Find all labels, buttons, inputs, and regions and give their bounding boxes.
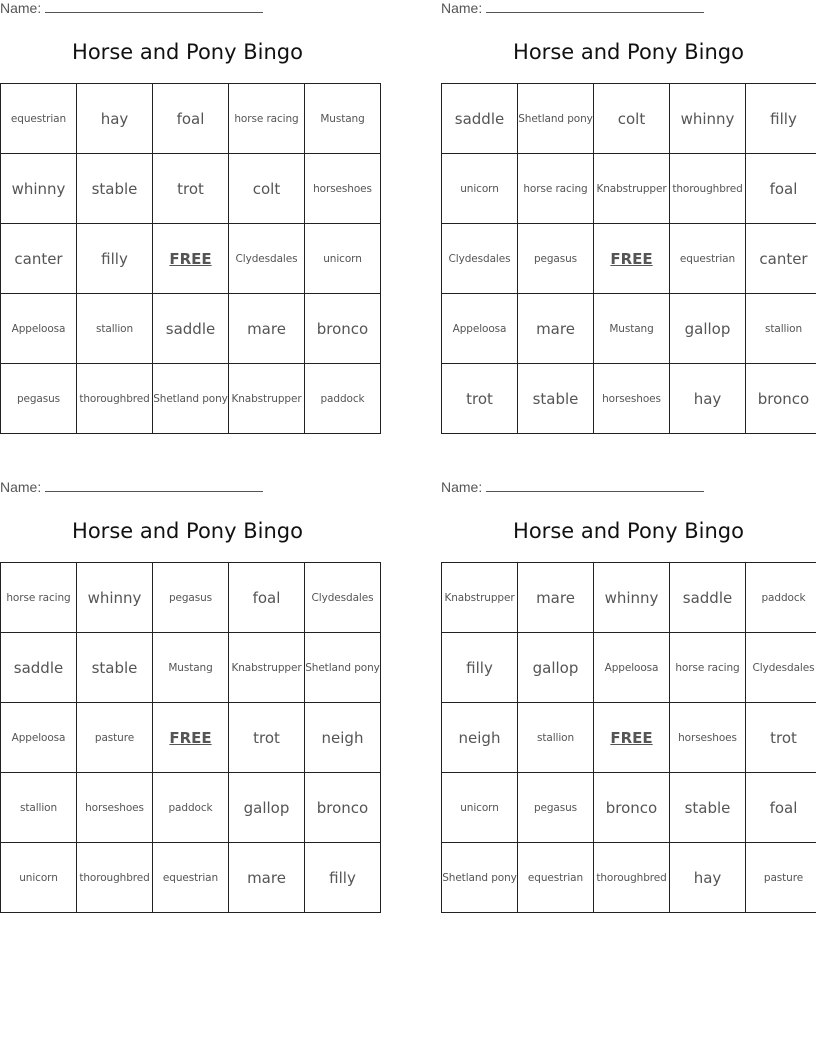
bingo-row [442, 224, 816, 294]
bingo-cell: filly [746, 84, 816, 154]
bingo-row [442, 703, 816, 773]
bingo-cell: stable [670, 773, 746, 843]
bingo-cell: horse racing [1, 563, 77, 633]
bingo-cell: hay [77, 84, 153, 154]
bingo-cell: bronco [305, 294, 381, 364]
bingo-cell: Shetland pony [442, 843, 518, 913]
bingo-cell: Clydesdales [229, 224, 305, 294]
bingo-row [1, 703, 381, 773]
bingo-cell: paddock [305, 364, 381, 434]
bingo-cell: pegasus [1, 364, 77, 434]
bingo-cell: stallion [77, 294, 153, 364]
bingo-cell: horseshoes [594, 364, 670, 434]
bingo-cell: thoroughbred [670, 154, 746, 224]
bingo-cell: horse racing [518, 154, 594, 224]
bingo-cell: mare [229, 843, 305, 913]
bingo-grid [441, 562, 816, 913]
bingo-cell: horse racing [670, 633, 746, 703]
bingo-grid [0, 83, 381, 434]
bingo-cell: colt [594, 84, 670, 154]
name-label: Name: [441, 479, 483, 495]
bingo-cell: horseshoes [305, 154, 381, 224]
bingo-cell: unicorn [1, 843, 77, 913]
card-title: Horse and Pony Bingo [513, 519, 744, 543]
bingo-cell: foal [153, 84, 229, 154]
bingo-cell: canter [746, 224, 816, 294]
name-blank-line [45, 0, 263, 13]
bingo-cell: gallop [518, 633, 594, 703]
bingo-cell: stable [77, 633, 153, 703]
bingo-row [1, 773, 381, 843]
bingo-cell: unicorn [442, 154, 518, 224]
bingo-cell: trot [153, 154, 229, 224]
bingo-cell: colt [229, 154, 305, 224]
name-label: Name: [0, 479, 42, 495]
bingo-cell: paddock [746, 563, 816, 633]
bingo-cell: Shetland pony [305, 633, 381, 703]
name-field [0, 479, 263, 499]
card-title: Horse and Pony Bingo [72, 519, 303, 543]
bingo-cell: hay [670, 843, 746, 913]
bingo-cell: stallion [1, 773, 77, 843]
bingo-cell: bronco [594, 773, 670, 843]
bingo-cell: bronco [746, 364, 816, 434]
name-label: Name: [0, 0, 42, 16]
bingo-row [1, 364, 381, 434]
bingo-cell: stable [518, 364, 594, 434]
bingo-cell: Appeloosa [594, 633, 670, 703]
bingo-cell: Clydesdales [442, 224, 518, 294]
bingo-cell: pasture [77, 703, 153, 773]
bingo-cell: mare [518, 294, 594, 364]
bingo-cell: Knabstrupper [594, 154, 670, 224]
bingo-row [442, 633, 816, 703]
bingo-row [442, 563, 816, 633]
card-title: Horse and Pony Bingo [513, 40, 744, 64]
bingo-cell: pasture [746, 843, 816, 913]
bingo-row [1, 224, 381, 294]
bingo-cell: equestrian [1, 84, 77, 154]
bingo-row [1, 154, 381, 224]
bingo-cell: Mustang [594, 294, 670, 364]
bingo-cell: equestrian [670, 224, 746, 294]
bingo-cell: thoroughbred [77, 843, 153, 913]
bingo-cell: Clydesdales [305, 563, 381, 633]
bingo-cell: foal [746, 154, 816, 224]
free-space: FREE [594, 703, 670, 773]
bingo-cell: stable [77, 154, 153, 224]
bingo-cell: equestrian [153, 843, 229, 913]
bingo-cell: paddock [153, 773, 229, 843]
bingo-cell: canter [1, 224, 77, 294]
name-field [0, 0, 263, 20]
bingo-row [442, 154, 816, 224]
bingo-row [1, 294, 381, 364]
bingo-cell: Knabstrupper [442, 563, 518, 633]
free-space: FREE [153, 224, 229, 294]
bingo-cell: Appeloosa [1, 294, 77, 364]
bingo-cell: pegasus [518, 224, 594, 294]
bingo-cell: thoroughbred [594, 843, 670, 913]
bingo-cell: Shetland pony [518, 84, 594, 154]
bingo-cell: filly [442, 633, 518, 703]
bingo-cell: stallion [518, 703, 594, 773]
bingo-cell: horseshoes [77, 773, 153, 843]
bingo-cell: equestrian [518, 843, 594, 913]
bingo-cell: whinny [77, 563, 153, 633]
bingo-cell: bronco [305, 773, 381, 843]
bingo-row [442, 84, 816, 154]
name-field [441, 479, 704, 499]
bingo-row [442, 294, 816, 364]
bingo-cell: Mustang [305, 84, 381, 154]
bingo-cell: hay [670, 364, 746, 434]
bingo-cell: Appeloosa [442, 294, 518, 364]
name-blank-line [45, 479, 263, 492]
bingo-cell: filly [77, 224, 153, 294]
bingo-cell: Knabstrupper [229, 364, 305, 434]
bingo-row [442, 843, 816, 913]
bingo-row [1, 563, 381, 633]
bingo-cell: Appeloosa [1, 703, 77, 773]
bingo-cell: Knabstrupper [229, 633, 305, 703]
bingo-cell: unicorn [305, 224, 381, 294]
bingo-cell: trot [746, 703, 816, 773]
bingo-cell: horseshoes [670, 703, 746, 773]
bingo-cell: mare [229, 294, 305, 364]
bingo-cell: pegasus [153, 563, 229, 633]
bingo-cell: horse racing [229, 84, 305, 154]
bingo-cell: gallop [229, 773, 305, 843]
bingo-cell: unicorn [442, 773, 518, 843]
name-blank-line [486, 479, 704, 492]
bingo-cell: neigh [442, 703, 518, 773]
bingo-cell: thoroughbred [77, 364, 153, 434]
name-field [441, 0, 704, 20]
bingo-cell: trot [229, 703, 305, 773]
bingo-cell: saddle [153, 294, 229, 364]
bingo-cell: whinny [670, 84, 746, 154]
name-label: Name: [441, 0, 483, 16]
bingo-row [1, 843, 381, 913]
bingo-cell: filly [305, 843, 381, 913]
free-space: FREE [153, 703, 229, 773]
bingo-row [442, 364, 816, 434]
bingo-row [442, 773, 816, 843]
bingo-cell: whinny [1, 154, 77, 224]
bingo-cell: Shetland pony [153, 364, 229, 434]
bingo-cell: saddle [1, 633, 77, 703]
bingo-cell: saddle [670, 563, 746, 633]
bingo-row [1, 633, 381, 703]
free-space: FREE [594, 224, 670, 294]
bingo-cell: foal [746, 773, 816, 843]
bingo-cell: mare [518, 563, 594, 633]
bingo-cell: foal [229, 563, 305, 633]
bingo-cell: gallop [670, 294, 746, 364]
bingo-cell: pegasus [518, 773, 594, 843]
bingo-row [1, 84, 381, 154]
bingo-cell: neigh [305, 703, 381, 773]
bingo-cell: Mustang [153, 633, 229, 703]
card-title: Horse and Pony Bingo [72, 40, 303, 64]
bingo-cell: Clydesdales [746, 633, 816, 703]
bingo-grid [0, 562, 381, 913]
bingo-cell: saddle [442, 84, 518, 154]
name-blank-line [486, 0, 704, 13]
bingo-grid [441, 83, 816, 434]
bingo-cell: stallion [746, 294, 816, 364]
bingo-cell: trot [442, 364, 518, 434]
bingo-cell: whinny [594, 563, 670, 633]
